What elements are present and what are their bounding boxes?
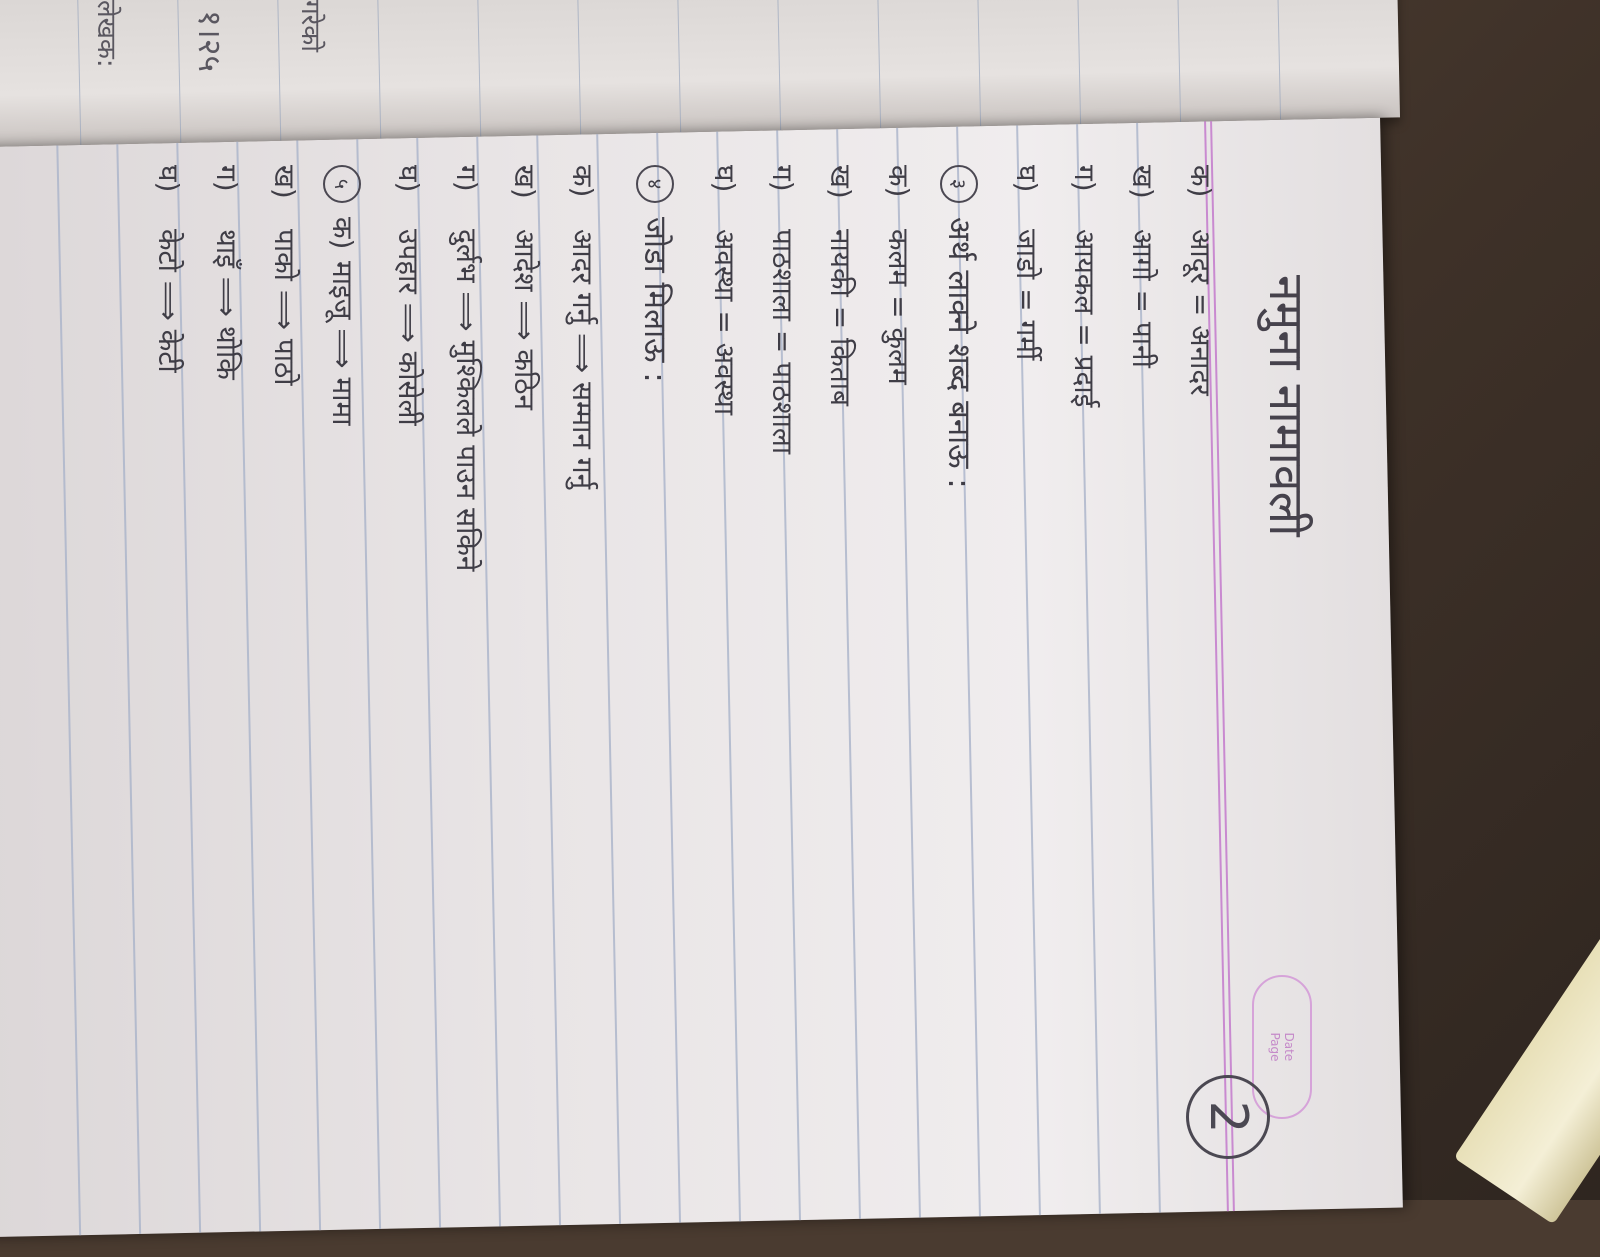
badge-page-label: Page (1268, 1032, 1282, 1062)
question-text: अर्थ लाक्ने शब्द बनाऊ : (941, 217, 977, 489)
question-heading (936, 165, 982, 489)
item-text: आदेश ⟹ कठिन (508, 229, 541, 411)
item-text: आदूर = अनादर (1184, 229, 1217, 396)
list-item (206, 165, 246, 380)
list-item (264, 165, 304, 386)
list-item (562, 165, 602, 489)
item-text: नायकी = किताब (824, 229, 857, 407)
page-title: नमुना नामावली (1258, 275, 1314, 537)
item-index: घ) (1010, 165, 1043, 193)
list-item (1064, 165, 1104, 407)
list-item (704, 165, 744, 415)
badge-labels (1268, 1032, 1296, 1061)
side-note-date: १।२५ (191, 10, 229, 73)
item-index: ख) (508, 165, 541, 199)
item-text: आयकल = प्रदाई (1068, 229, 1101, 408)
item-index: ख) (824, 165, 857, 199)
item-index: घ) (708, 165, 741, 193)
list-item (148, 165, 188, 373)
question-text: जोडा मिलाऊ : (637, 217, 673, 383)
item-text: माइजू ⟹ मामा (326, 261, 359, 426)
page-number: 2 (1186, 1075, 1270, 1159)
item-index: घ) (152, 165, 185, 193)
list-item (878, 165, 918, 385)
list-item (504, 165, 544, 410)
item-index: ग) (1068, 165, 1101, 192)
item-text: जाडो = गर्मी (1010, 229, 1043, 361)
question-number: ३ (940, 165, 978, 203)
list-item (820, 165, 860, 406)
item-text: केटो ⟹ केटी (152, 229, 185, 373)
list-item (1180, 165, 1220, 396)
item-text: कलम = कुलम (882, 229, 915, 385)
item-text: अवस्था = अवस्था (708, 229, 741, 416)
list-item (446, 165, 486, 571)
list-item (322, 165, 362, 425)
question-number: ४ (636, 165, 674, 203)
item-index: क) (1184, 165, 1217, 198)
ruler-edge (1454, 842, 1600, 1225)
question-heading (632, 165, 678, 383)
list-item (388, 165, 428, 426)
item-text: थाइँ ⟹ थोकि (210, 229, 243, 380)
item-index: घ) (392, 165, 425, 193)
list-item (1122, 165, 1162, 368)
question-number: ५ (323, 165, 361, 203)
item-index: ग) (766, 165, 799, 192)
badge-date-label: Date (1282, 1032, 1296, 1062)
item-index: ख) (268, 165, 301, 199)
item-text: पाठशाला = पाठशाला (766, 229, 799, 455)
item-text: उपहार ⟹ कोसेली (392, 229, 425, 426)
item-text: पाको ⟹ पाठो (268, 229, 301, 386)
side-note-writer: लेखक: (91, 0, 121, 68)
page-header (1198, 275, 1320, 1175)
item-index: क) (326, 217, 359, 250)
item-text: आगो = पानी (1126, 229, 1159, 368)
item-index: ख) (1126, 165, 1159, 199)
item-index: क) (566, 165, 599, 198)
item-text: दुर्लभ ⟹ मुश्किलले पाउन सकिने (450, 229, 483, 572)
list-item (762, 165, 802, 454)
item-index: ग) (450, 165, 483, 192)
item-text: आदर गर्नु ⟹ सम्मान गर्नु (566, 229, 599, 490)
handwritten-content (80, 165, 1330, 1165)
side-note-did: गरेको (295, 0, 325, 52)
list-item (1006, 165, 1046, 360)
item-index: क) (882, 165, 915, 198)
item-index: ग) (210, 165, 243, 192)
